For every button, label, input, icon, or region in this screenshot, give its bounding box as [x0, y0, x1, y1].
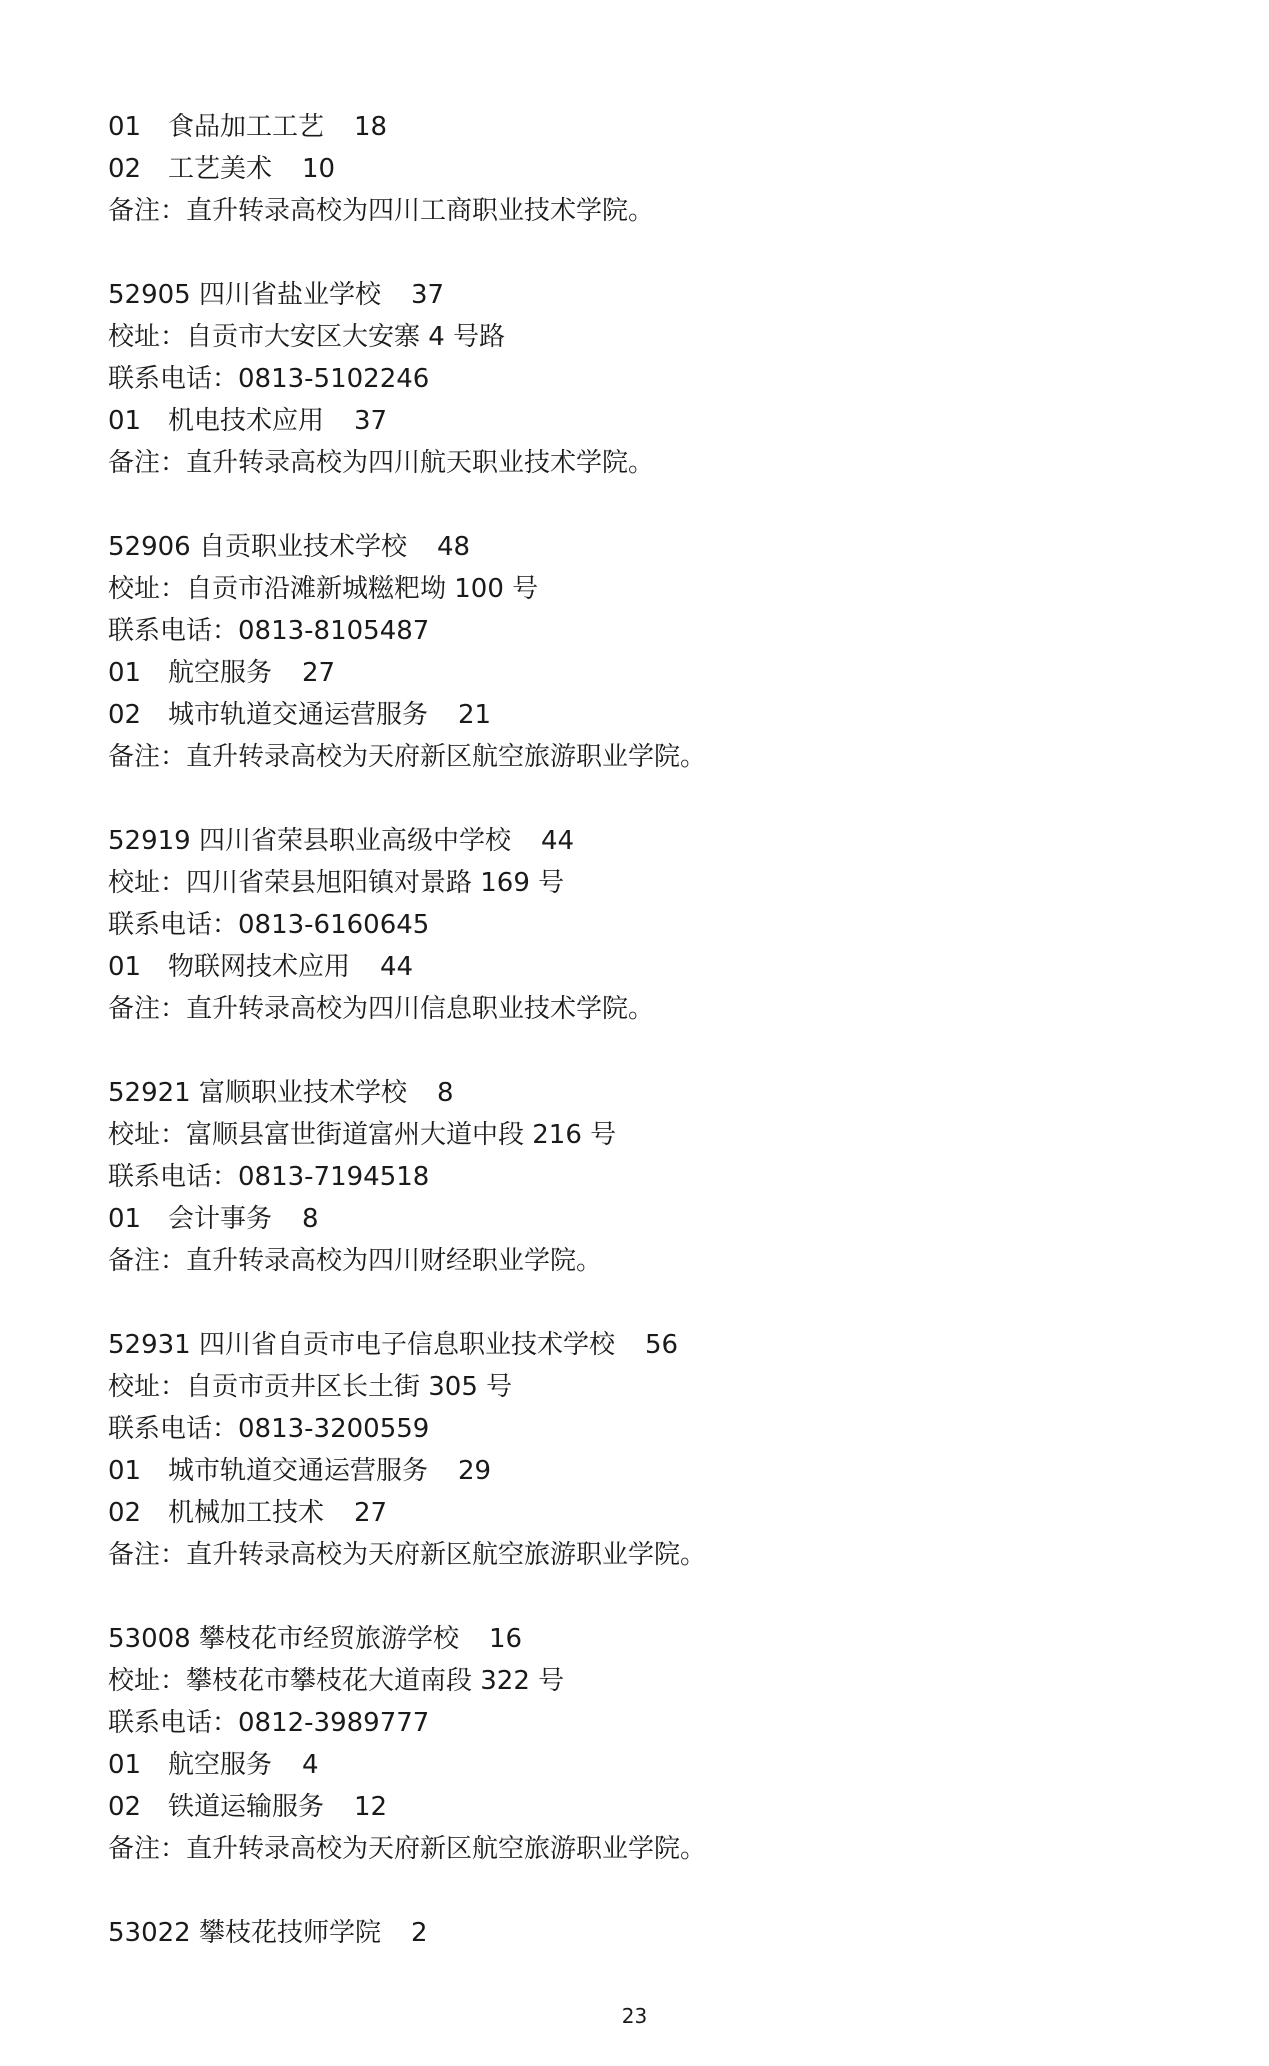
major-count: 4	[302, 1750, 319, 1780]
school-address: 校址：四川省荣县旭阳镇对景路 169 号	[108, 868, 565, 898]
major-name: 机械加工技术	[168, 1498, 325, 1528]
school-phone: 联系电话：0813-6160645	[108, 910, 430, 940]
school-phone: 联系电话：0813-5102246	[108, 364, 430, 394]
school-phone: 联系电话：0813-3200559	[108, 1414, 430, 1444]
school-name: 四川省自贡市电子信息职业技术学校	[198, 1330, 615, 1360]
major-count: 27	[302, 658, 336, 688]
major-count: 12	[354, 1792, 388, 1822]
major-count: 18	[354, 112, 388, 142]
major-code: 01	[108, 1750, 142, 1780]
school-code: 52906	[108, 532, 191, 562]
school-note: 备注：直升转录高校为四川工商职业技术学院。	[108, 196, 655, 226]
major-code: 02	[108, 700, 142, 730]
school-name: 四川省荣县职业高级中学校	[198, 826, 511, 856]
major-row	[108, 946, 1168, 988]
major-name: 铁道运输服务	[168, 1792, 325, 1822]
school-phone: 联系电话：0813-8105487	[108, 616, 430, 646]
document-page	[108, 106, 1168, 1954]
major-code: 01	[108, 112, 142, 142]
school-address: 校址：攀枝花市攀枝花大道南段 322 号	[108, 1666, 565, 1696]
school-address: 校址：自贡市沿滩新城糍粑坳 100 号	[108, 574, 539, 604]
major-name: 城市轨道交通运营服务	[168, 1456, 429, 1486]
school-code: 52931	[108, 1330, 191, 1360]
school-address: 校址：自贡市大安区大安寨 4 号路	[108, 322, 506, 352]
school-phone: 联系电话：0812-3989777	[108, 1708, 430, 1738]
major-code: 02	[108, 1792, 142, 1822]
school-address: 校址：富顺县富世街道富州大道中段 216 号	[108, 1120, 617, 1150]
school-note: 备注：直升转录高校为天府新区航空旅游职业学院。	[108, 1834, 707, 1864]
school-name: 攀枝花技师学院	[198, 1918, 381, 1948]
major-code: 02	[108, 154, 142, 184]
school-count: 16	[489, 1624, 523, 1654]
school-name: 四川省盐业学校	[198, 280, 381, 310]
school-count: 56	[645, 1330, 679, 1360]
school-code: 52919	[108, 826, 191, 856]
school-note: 备注：直升转录高校为四川航天职业技术学院。	[108, 448, 655, 478]
school-code: 52905	[108, 280, 191, 310]
school-note: 备注：直升转录高校为天府新区航空旅游职业学院。	[108, 742, 707, 772]
major-code: 01	[108, 1456, 142, 1486]
major-row	[108, 148, 1168, 190]
major-count: 27	[354, 1498, 388, 1528]
major-count: 29	[458, 1456, 492, 1486]
page-number: 23	[621, 2004, 648, 2028]
major-name: 机电技术应用	[168, 406, 325, 436]
major-name: 工艺美术	[168, 154, 273, 184]
major-name: 城市轨道交通运营服务	[168, 700, 429, 730]
major-count: 37	[354, 406, 388, 436]
school-note: 备注：直升转录高校为四川财经职业学院。	[108, 1246, 603, 1276]
major-name: 会计事务	[168, 1204, 273, 1234]
major-code: 01	[108, 1204, 142, 1234]
school-name: 富顺职业技术学校	[198, 1078, 407, 1108]
major-count: 44	[380, 952, 414, 982]
major-row	[108, 1786, 1168, 1828]
major-name: 物联网技术应用	[168, 952, 351, 982]
school-name: 攀枝花市经贸旅游学校	[198, 1624, 459, 1654]
major-count: 10	[302, 154, 336, 184]
major-row	[108, 106, 1168, 148]
major-code: 01	[108, 952, 142, 982]
major-row	[108, 1198, 1168, 1240]
major-row	[108, 652, 1168, 694]
school-count: 2	[411, 1918, 428, 1948]
school-header	[108, 1618, 1168, 1660]
major-count: 21	[458, 700, 492, 730]
school-header	[108, 1324, 1168, 1366]
major-code: 01	[108, 406, 142, 436]
major-row	[108, 1744, 1168, 1786]
major-row	[108, 1450, 1168, 1492]
school-header	[108, 820, 1168, 862]
school-phone: 联系电话：0813-7194518	[108, 1162, 430, 1192]
major-code: 01	[108, 658, 142, 688]
school-header	[108, 1072, 1168, 1114]
school-count: 48	[437, 532, 471, 562]
major-code: 02	[108, 1498, 142, 1528]
major-name: 食品加工工艺	[168, 112, 325, 142]
school-name: 自贡职业技术学校	[198, 532, 407, 562]
school-header	[108, 1912, 1168, 1954]
school-address: 校址：自贡市贡井区长土街 305 号	[108, 1372, 513, 1402]
school-code: 53008	[108, 1624, 191, 1654]
major-row	[108, 1492, 1168, 1534]
major-count: 8	[302, 1204, 319, 1234]
major-row	[108, 400, 1168, 442]
major-row	[108, 694, 1168, 736]
school-count: 44	[541, 826, 575, 856]
school-code: 52921	[108, 1078, 191, 1108]
school-note: 备注：直升转录高校为天府新区航空旅游职业学院。	[108, 1540, 707, 1570]
school-code: 53022	[108, 1918, 191, 1948]
school-count: 37	[411, 280, 445, 310]
major-name: 航空服务	[168, 658, 273, 688]
school-header	[108, 274, 1168, 316]
major-name: 航空服务	[168, 1750, 273, 1780]
school-count: 8	[437, 1078, 454, 1108]
school-note: 备注：直升转录高校为四川信息职业技术学院。	[108, 994, 655, 1024]
school-header	[108, 526, 1168, 568]
